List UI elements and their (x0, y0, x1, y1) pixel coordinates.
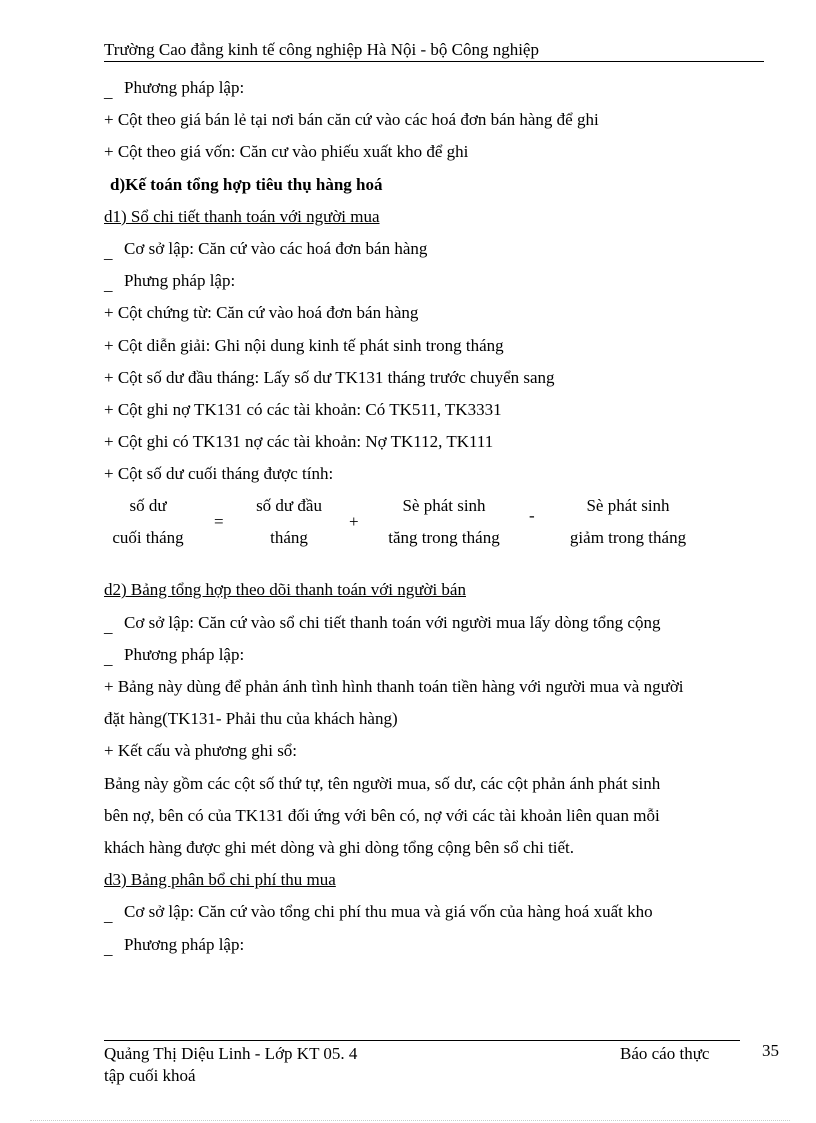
subsection-heading: d2) Bảng tổng hợp theo dõi thanh toán với người bán (104, 580, 466, 600)
dash-bullet: _ (104, 616, 113, 636)
text-line: + Cột ghi có TK131 nợ các tài khoản: Nợ TK112, TK111 (104, 432, 494, 452)
header-rule (104, 61, 764, 62)
text-line: Bảng này gồm các cột số thứ tự, tên người mua, số dư, các cột phản ánh phát sinh (104, 773, 661, 793)
text-line: _ Cơ sở lập: Căn cứ vào tổng chi phí thu mua và giá vốn của hàng hoá xuất kho (104, 896, 764, 928)
footer-rule (104, 1040, 740, 1041)
dash-bullet: _ (104, 906, 113, 926)
text-line: _ Phương pháp lập: (104, 639, 764, 671)
text-line: + Cột số dư cuối tháng được tính: (104, 464, 334, 484)
footer-author: Quảng Thị Diệu Linh - Lớp KT 05. 4 tập cuối khoá (104, 1044, 358, 1085)
text-line: + Bảng này dùng để phản ánh tình hình thanh toán tiền hàng với người mua và người (104, 677, 684, 696)
dash-bullet: _ (104, 242, 113, 262)
text-line: + Cột ghi nợ TK131 có các tài khoản: Có TK511, TK3331 (104, 399, 502, 419)
spacer (104, 554, 764, 574)
text-line: + Kết cấu và phương ghi sổ: (104, 741, 298, 761)
text-line: _ Phương pháp lập: (104, 72, 764, 104)
page-content (104, 72, 764, 961)
balance-formula (104, 490, 764, 554)
text-line: khách hàng được ghi mét dòng và ghi dòng tổng cộng bên sổ chi tiết. (104, 837, 575, 857)
page-number: 35 (762, 1041, 779, 1060)
text-line: bên nợ, bên có của TK131 đối ứng với bên có, nợ với các tài khoản liên quan mỗi (104, 805, 660, 825)
text-line: + Cột theo giá vốn: Căn cư vào phiếu xuất kho để ghi (104, 142, 469, 162)
text-line: _ Cơ sở lập: Căn cứ vào sổ chi tiết thanh toán với người mua lấy dòng tổng cộng (104, 607, 764, 639)
dash-bullet: _ (104, 82, 113, 101)
formula-equals: = (214, 512, 224, 532)
text-line: _ Phưng pháp lập: (104, 265, 764, 297)
text-line: + Cột chứng từ: Căn cứ vào hoá đơn bán hàng (104, 303, 419, 323)
page-edge-dots (30, 1120, 790, 1121)
page-header: Trường Cao đẳng kinh tế công nghiệp Hà Nội - bộ Công nghiệp (104, 40, 539, 59)
formula-term-opening-balance: số dư đầu tháng (256, 496, 322, 548)
text-line: _ Phương pháp lập: (104, 929, 764, 961)
dash-bullet: _ (104, 275, 113, 295)
text-line: _ Cơ sở lập: Căn cứ vào các hoá đơn bán hàng (104, 233, 764, 265)
formula-minus: - (529, 506, 535, 526)
formula-term-increase: Sè phát sinh tăng trong tháng (388, 496, 500, 548)
text-line: + Cột theo giá bán lẻ tại nơi bán căn cứ vào các hoá đơn bán hàng để ghi (104, 110, 599, 130)
text-line: đặt hàng(TK131- Phải thu của khách hàng) (104, 709, 398, 729)
formula-term-ending-balance: số dư cuối tháng (112, 496, 184, 548)
footer-report-title: Báo cáo thực (620, 1044, 710, 1063)
dash-bullet: _ (104, 648, 113, 668)
subsection-heading: d1) Sổ chi tiết thanh toán với người mua (104, 206, 380, 226)
text-line: + Cột số dư đầu tháng: Lấy số dư TK131 tháng trước chuyển sang (104, 367, 555, 387)
subsection-heading: d3) Bảng phân bổ chi phí thu mua (104, 870, 336, 890)
formula-term-decrease: Sè phát sinh giảm trong tháng (569, 496, 687, 548)
text-line: + Cột diễn giải: Ghi nội dung kinh tế phát sinh trong tháng (104, 335, 504, 355)
formula-plus: + (349, 512, 359, 532)
section-heading: d)Kế toán tổng hợp tiêu thụ hàng hoá (110, 174, 383, 194)
dash-bullet: _ (104, 938, 113, 958)
